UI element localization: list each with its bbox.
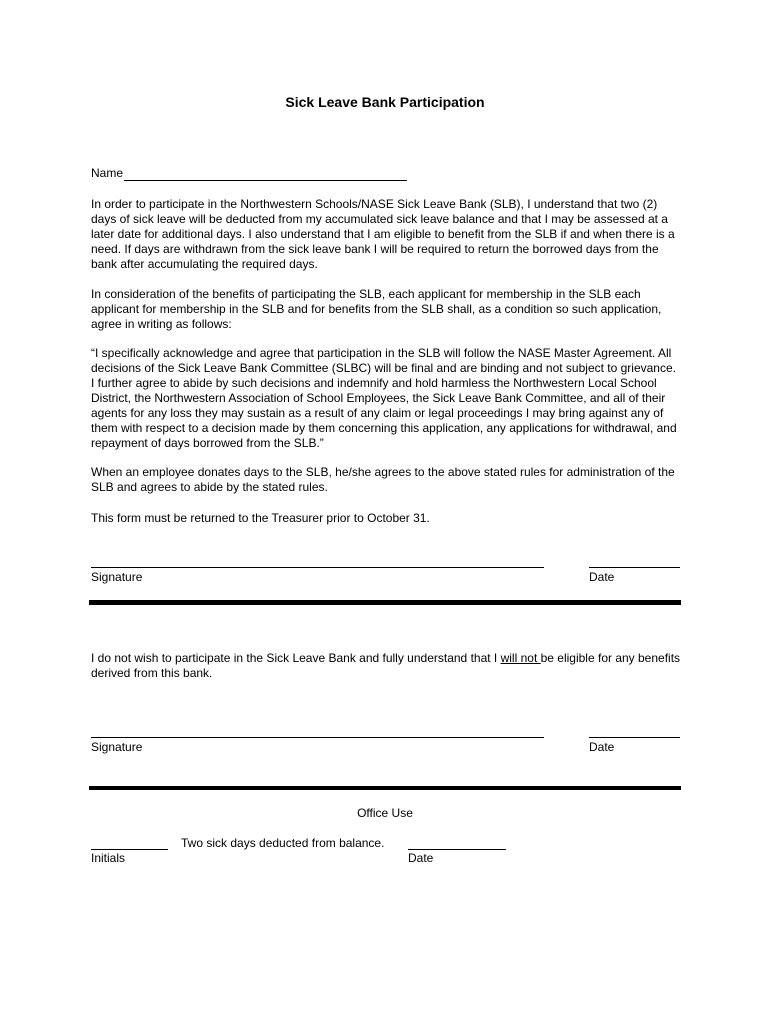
paragraph-participation-terms: In order to participate in the Northwestern Schools/NASE Sick Leave Bank (SLB), I understand that two (2) days of sick leave will be deducted from my accumulated sick leave balance and that I may be assessed at a later date for additional days. I also understand that I am eligible to benefit from the SLB if and when there is a need. If days are withdrawn from the sick leave bank I will be required to return the borrowed days from the bank after accumulating the required days. <box>91 197 675 271</box>
paragraph-donation: When an employee donates days to the SLB, he/she agrees to the above stated rules for administration of the SLB and agrees to abide by the stated rules. <box>91 465 675 494</box>
paragraph-deadline: This form must be returned to the Treasurer prior to October 31. <box>91 511 430 525</box>
signature-line-participate[interactable] <box>91 567 544 568</box>
signature-label-decline: Signature <box>91 740 143 754</box>
name-field-line[interactable] <box>124 168 407 181</box>
date-label-decline: Date <box>589 740 615 754</box>
initials-line[interactable] <box>91 849 168 850</box>
deduction-text: Two sick days deducted from balance. <box>181 836 385 850</box>
office-divider <box>89 786 681 790</box>
paragraph-decline <box>91 651 681 681</box>
initials-label: Initials <box>91 851 126 865</box>
decline-text-underlined: will not <box>500 651 541 665</box>
office-date-label: Date <box>408 851 434 865</box>
name-label: Name <box>91 166 124 180</box>
paragraph-acknowledgement: “I specifically acknowledge and agree that participation in the SLB will follow the NASE Master Agreement. All decisions of the Sick Leave Bank Committee (SLBC) will be final and are binding and not subject to grievance. I further agree to abide by such decisions and indemnify and hold harmless the Northwestern Local School District, the Northwestern Association of School Employees, the Sick Leave Bank Committee, and all of their agents for any loss they may sustain as a result of any claim or legal proceedings I may bring against any of them with respect to a decision made by them concerning this application, any applications for withdrawal, and repayment of days borrowed from the SLB.” <box>91 346 677 450</box>
section-divider <box>89 600 681 605</box>
decline-text-end: be eligible for any benefits derived from this bank. <box>91 651 681 680</box>
date-line-decline[interactable] <box>589 737 680 738</box>
signature-label-participate: Signature <box>91 570 143 584</box>
paragraph-consideration: In consideration of the benefits of participating the SLB, each applicant for membership in the SLB each applicant for membership in the SLB and for benefits from the SLB shall, as a condition so such application, agree in writing as follows: <box>91 287 662 331</box>
page-title: Sick Leave Bank Participation <box>285 94 485 110</box>
name-row <box>91 166 407 181</box>
decline-text-start: I do not wish to participate in the Sick Leave Bank and fully understand that I <box>91 651 501 665</box>
signature-line-decline[interactable] <box>91 737 544 738</box>
office-use-heading: Office Use <box>357 806 413 820</box>
date-label-participate: Date <box>589 570 615 584</box>
date-line-participate[interactable] <box>589 567 680 568</box>
office-date-line[interactable] <box>408 849 506 850</box>
